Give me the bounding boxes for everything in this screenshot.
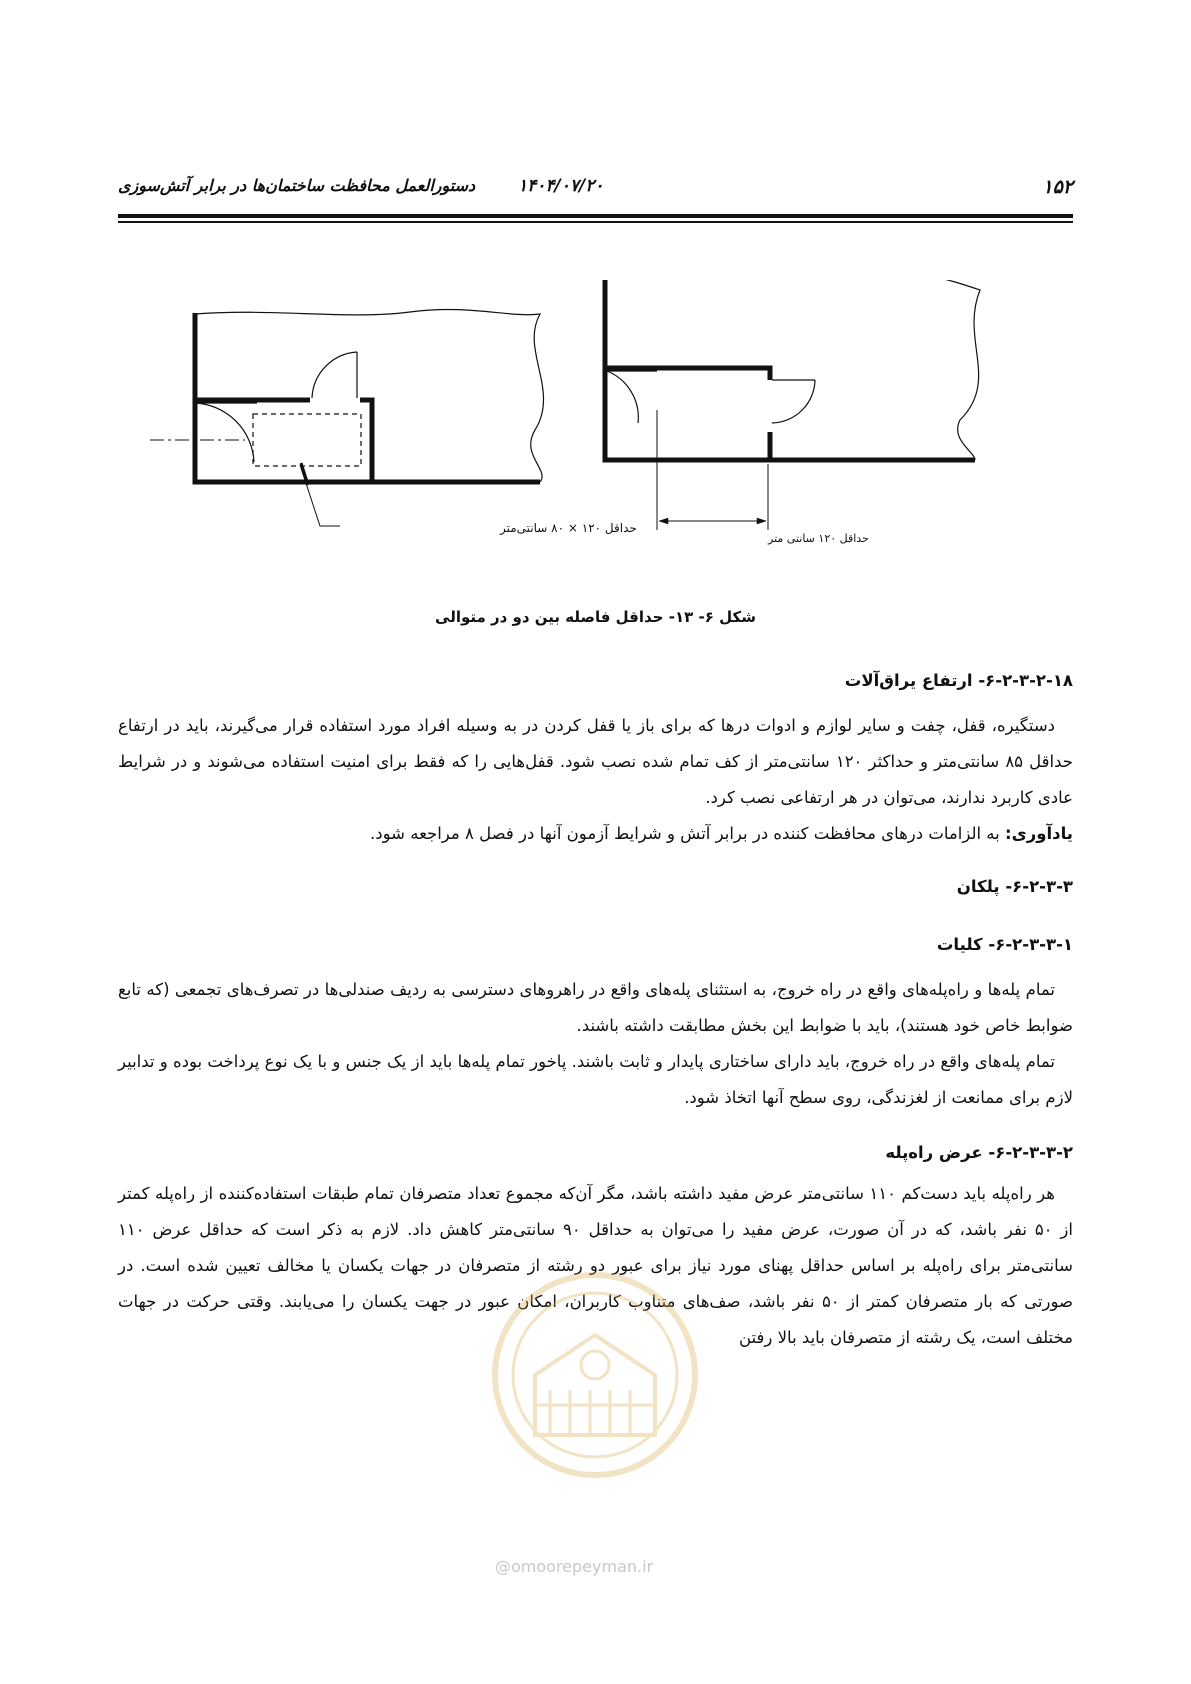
section-heading-stair-width: ۶-۲-۳-۳-۲- عرض راه‌پله (885, 1143, 1073, 1162)
watermark-logo (475, 1265, 715, 1525)
watermark-text: @omoorepeyman.ir (495, 1557, 654, 1576)
left-plan-diagram (150, 309, 544, 526)
header-rule-thin (118, 221, 1073, 223)
header-title: دستورالعمل محافظت ساختمان‌ها در برابر آتش‌سوزی (118, 176, 476, 195)
section-heading-stairs: ۶-۲-۳-۳- پلکان (956, 877, 1073, 896)
section-heading-general: ۶-۲-۳-۳-۱- کلیات (936, 935, 1073, 954)
paragraph-general-2: تمام پله‌های واقع در راه خروج، باید دارای ساختاری پایدار و ثابت باشند. پاخور تمام پله‌ها باید از یک جنس و با یک نوع پرداخت بوده و تدابیر لازم برای ممانعت از لغزندگی، روی سطح آنها اتخاذ شود. (118, 1052, 1073, 1107)
page-number: ۱۵۲ (1042, 176, 1073, 198)
header-rule-thick (118, 214, 1073, 218)
page-body (118, 666, 1073, 1356)
paragraph-general-1: تمام پله‌ها و راه‌پله‌های واقع در راه خروج، به استثنای پله‌های واقع در راهروهای دسترسی به ردیف صندلی‌ها در تصرف‌های تجمعی (که تابع ضوابط خاص خود هستند)، باید با ضوابط این بخش مطابقت داشته باشند. (118, 980, 1073, 1035)
figure-label-left: حداقل ۱۲۰ × ۸۰ سانتی‌متر (500, 521, 637, 535)
reminder-label: یادآوری: (1005, 824, 1073, 843)
page-header (118, 176, 1073, 206)
paragraph-stair-width: هر راه‌پله باید دست‌کم ۱۱۰ سانتی‌متر عرض مفید داشته باشد، مگر آن‌که مجموع تعداد متصرفان تمام طبقات استفاده‌کننده از راه‌پله کمتر از ۵۰ نفر باشد، که در آن صورت، عرض مفید را می‌توان به حداقل ۹۰ سانتی‌متر کاهش داد. لازم به ذکر است که حداقل عرض ۱۱۰ سانتی‌متر برای راه‌پله بر اساس حداقل پهنای مورد نیاز برای عبور دو رشته از متصرفان در جهات یکسان یا مخالف تعیین شده است. در صورتی که بار متصرفان کمتر از ۵۰ نفر باشد، صف‌های متناوب کاربران، امکان عبور در جهت یکسان را می‌یابند. وقتی حرکت در جهات مختلف است، یک رشته از متصرفان باید بالا رفتن (118, 1184, 1073, 1347)
header-date: ۱۴۰۴/۰۷/۲۰ (518, 176, 604, 196)
door-spacing-figure (150, 280, 990, 600)
figure-label-right: حداقل ۱۲۰ سانتی متر (768, 532, 869, 545)
reminder-paragraph (118, 816, 1073, 852)
figure-caption: شکل ۶- ۱۳- حداقل فاصله بین دو در متوالی (435, 608, 756, 626)
paragraph-hardware-height: دستگیره، قفل، چفت و سایر لوازم و ادوات درها که برای باز یا قفل کردن در به وسیله افراد مورد استفاده قرار می‌گیرند، باید در ارتفاع حداقل ۸۵ سانتی‌متر و حداکثر ۱۲۰ سانتی‌متر از کف تمام شده نصب شود. قفل‌هایی را که فقط برای امنیت استفاده می‌شوند و در شرایط عادی کاربرد ندارند، می‌توان در هر ارتفاعی نصب کرد. (118, 716, 1073, 807)
section-heading-hardware-height: ۶-۲-۳-۲-۱۸- ارتفاع یراق‌آلات (844, 671, 1073, 690)
reminder-text: به الزامات درهای محافظت کننده در برابر آتش و شرایط آزمون آنها در فصل ۸ مراجعه شود. (370, 824, 1005, 843)
right-plan-diagram (605, 280, 980, 530)
